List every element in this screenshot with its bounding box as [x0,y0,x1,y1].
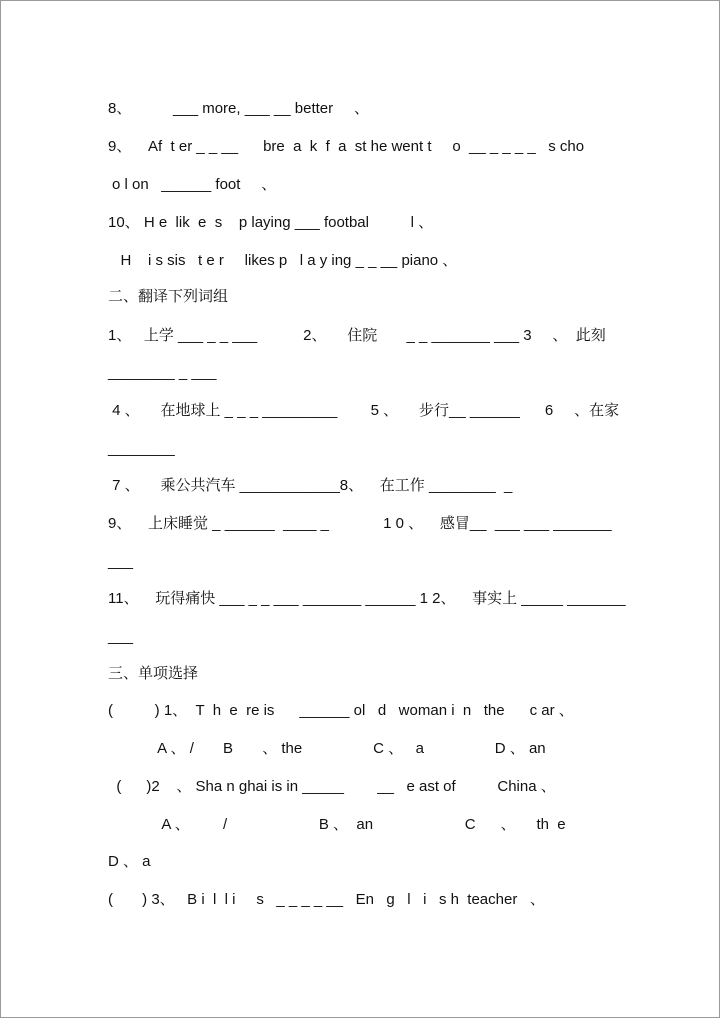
item-9: 9、 Af t er _ _ __ bre a k f a st he went t o __ _ _ _ _ s cho [108,138,585,155]
translate-row-2-cont: ________ [108,440,175,457]
question-2-option-d: D 、 a [108,853,151,870]
question-3: ( ) 3、 B i l l i s _ _ _ _ __ En g l i s h teacher 、 [108,891,545,908]
question-1: ( ) 1、 T h e re is ______ ol d woman i n the c ar 、 [108,702,574,719]
item-9-cont: o l on ______ foot 、 [112,176,277,193]
section-3-heading: 三、单项选择 [108,665,199,682]
translate-row-4-cont: ___ [108,553,134,570]
question-2: ( )2 、 Sha n ghai is in _____ __ e ast of China 、 [108,778,556,795]
question-2-options: A 、 / B 、 an C 、 th e [108,816,566,833]
translate-row-2: 4 、 在地球上 _ _ _ _________ 5 、 步行__ ______ 6 、在家 [108,402,620,419]
translate-row-1: 1、 上学 ___ _ _ ___ 2、 住院 _ _ _______ ___ 3 、 此刻 [108,327,606,344]
section-2-heading: 二、翻译下列词组 [108,288,229,305]
item-10: 10、 H e lik e s p laying ___ footbal l 、 [108,214,434,231]
item-10-cont: H i s sis t e r likes p l a y ing _ _ __ piano 、 [108,252,458,269]
question-1-options: A 、 / B 、 the C 、 a D 、 an [108,740,546,757]
translate-row-3: 7 、 乘公共汽车 ____________8、 在工作 ________ _ [108,477,513,494]
translate-row-1-cont: ________ _ ___ [108,364,217,381]
translate-row-4: 9、 上床睡觉 _ ______ ____ _ 1 0 、 感冒__ ___ ___ _______ [108,515,612,532]
item-8: 8、 ___ more, ___ __ better 、 [108,100,369,117]
translate-row-5-cont: ___ [108,628,134,645]
translate-row-5: 11、 玩得痛快 ___ _ _ ___ _______ ______ 1 2、 事实上 _____ _______ [108,590,626,607]
